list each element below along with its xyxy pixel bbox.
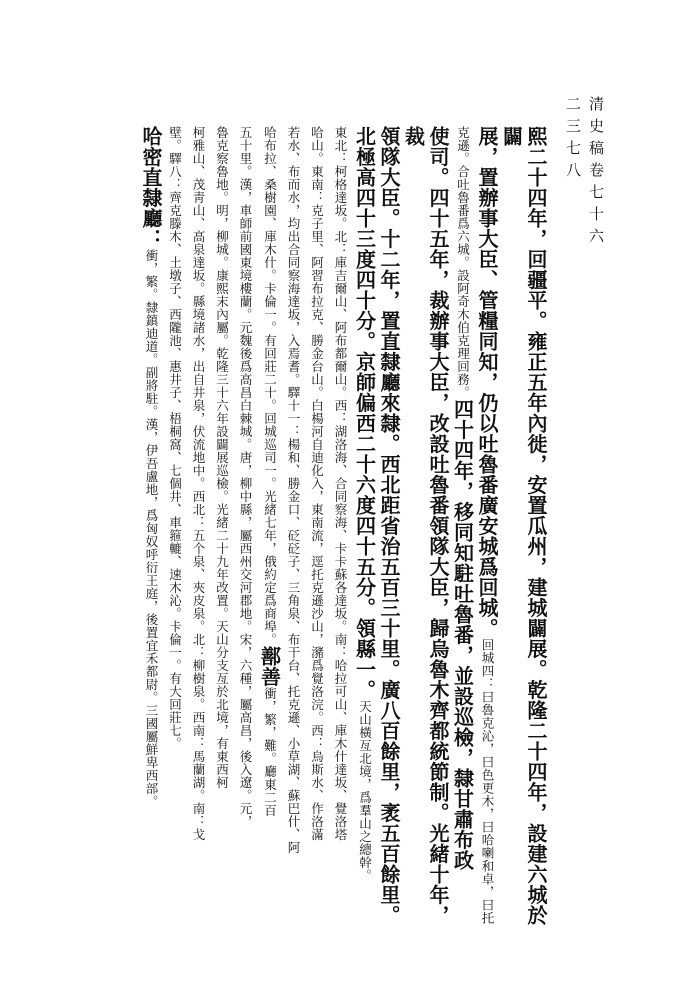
text-column — [401, 126, 450, 926]
annotation-text: 五十里。漢，車師前國東境樓蘭。元魏後爲高昌白棘城。唐，柳中縣，屬西州交河郡地。宋，六種，屬高昌，後入遼。元， — [238, 126, 253, 828]
text-column — [282, 126, 306, 926]
annotation-text: 回城四：曰魯克沁，曰色更木，曰哈喇和卓，曰托 — [480, 638, 495, 925]
text-column — [234, 126, 258, 926]
text-column — [210, 126, 234, 926]
main-text: 四十四年，移同知駐吐魯番，並設巡檢，隸甘肅布政 — [450, 399, 475, 871]
main-text: 展，置辦事大臣、管糧同知，仍以吐魯番廣安城爲回城。 — [475, 126, 499, 639]
text-column — [377, 126, 402, 926]
page-number: 二三七八 — [564, 96, 582, 184]
body-text — [78, 126, 548, 926]
text-column — [329, 126, 353, 926]
text-column — [187, 126, 211, 926]
annotation-text: 東北：柯格達坂。北：庫吉爾山、阿布都爾山。西：湖洛海、合同察海、卡卡蘇各達坂。南：哈拉可山、庫木什達坂、覺洛塔 — [333, 126, 348, 841]
main-text: 鄯善 — [257, 646, 282, 687]
text-column — [163, 126, 187, 926]
annotation-text: 衝，繁。隸鎮迪道。副將駐。漢，伊吾盧地，爲匈奴呼衍王庭，後置宜禾都尉。三國屬鮮卑西部。 — [144, 249, 159, 808]
text-column — [305, 126, 329, 926]
main-text: 領隊大臣。十二年，置直隸廳來隸。西北距省治五百三十里。廣八百餘里，袤五百餘里。 — [377, 126, 401, 926]
text-column — [352, 126, 377, 926]
annotation-text: 哈山。東南：克子里、阿習布拉克、勝金台山。白楊河自迪化入，東南流，逕托克遜沙山，瀦爲覺洛浣。西：烏斯水、作洛滿 — [309, 126, 325, 841]
text-column — [499, 126, 548, 926]
annotation-text: 哈布拉、桑樹園、庫木什。卡倫一。有回莊二十。回城巡司一。光緒七年，俄約定爲商埠。 — [262, 126, 278, 646]
text-column — [139, 126, 164, 926]
annotation-text: 魯克察魯地。明，柳城。康熙末內屬。乾隆三十六年設闢展巡檢。光緒二十九年改置。天山分支亙於北境，有東西柯 — [214, 126, 230, 789]
text-column — [450, 126, 475, 926]
annotation-text: 天山橫亙北境，爲羣山之總幹。 — [357, 700, 373, 882]
main-text: 熙二十四年，回疆平。雍正五年內徙，安置瓜州，建城闢展。乾隆二十四年，設建六城於闢 — [499, 126, 548, 926]
running-header-title: 清史稿卷七十六 — [587, 96, 605, 250]
text-column — [475, 126, 500, 926]
annotation-text: 衝，繁，難。廳東二百 — [262, 687, 278, 817]
main-text: 使司。四十五年，裁辦事大臣，改設吐魯番領隊大臣，歸烏魯木齊都統節制。光緒十年，裁 — [401, 126, 450, 926]
annotation-text: 柯雅山、茂靑山、高泉達坂。縣境諸水，出自井泉，伏流地中。西北：五个泉、夾皮泉。北：柳樹泉。西南：馬蘭湖。南：戈 — [191, 126, 206, 841]
annotation-text: 若水、布而水，均出合同察海達坂，入焉耆。驛十一：楊和、勝金口、砭砭子、三角泉、布干台、托克遜、小草湖、蘇巴什、阿 — [286, 126, 301, 854]
annotation-text: 壁。驛八：齊克滕木、土墩子、西隴池、惠井子、梧桐窩、七個井、車箍轆、速木沁。卡倫一。有大回莊七。 — [167, 126, 183, 750]
main-text: 北極高四十三度四十分。京師偏西二十六度四十五分。領縣一。 — [352, 126, 377, 700]
text-column — [257, 126, 282, 926]
annotation-text: 克遜。合吐魯番爲六城。設阿奇木伯克理回務。 — [455, 126, 471, 399]
main-text: 哈密直隸廳： — [139, 126, 163, 249]
